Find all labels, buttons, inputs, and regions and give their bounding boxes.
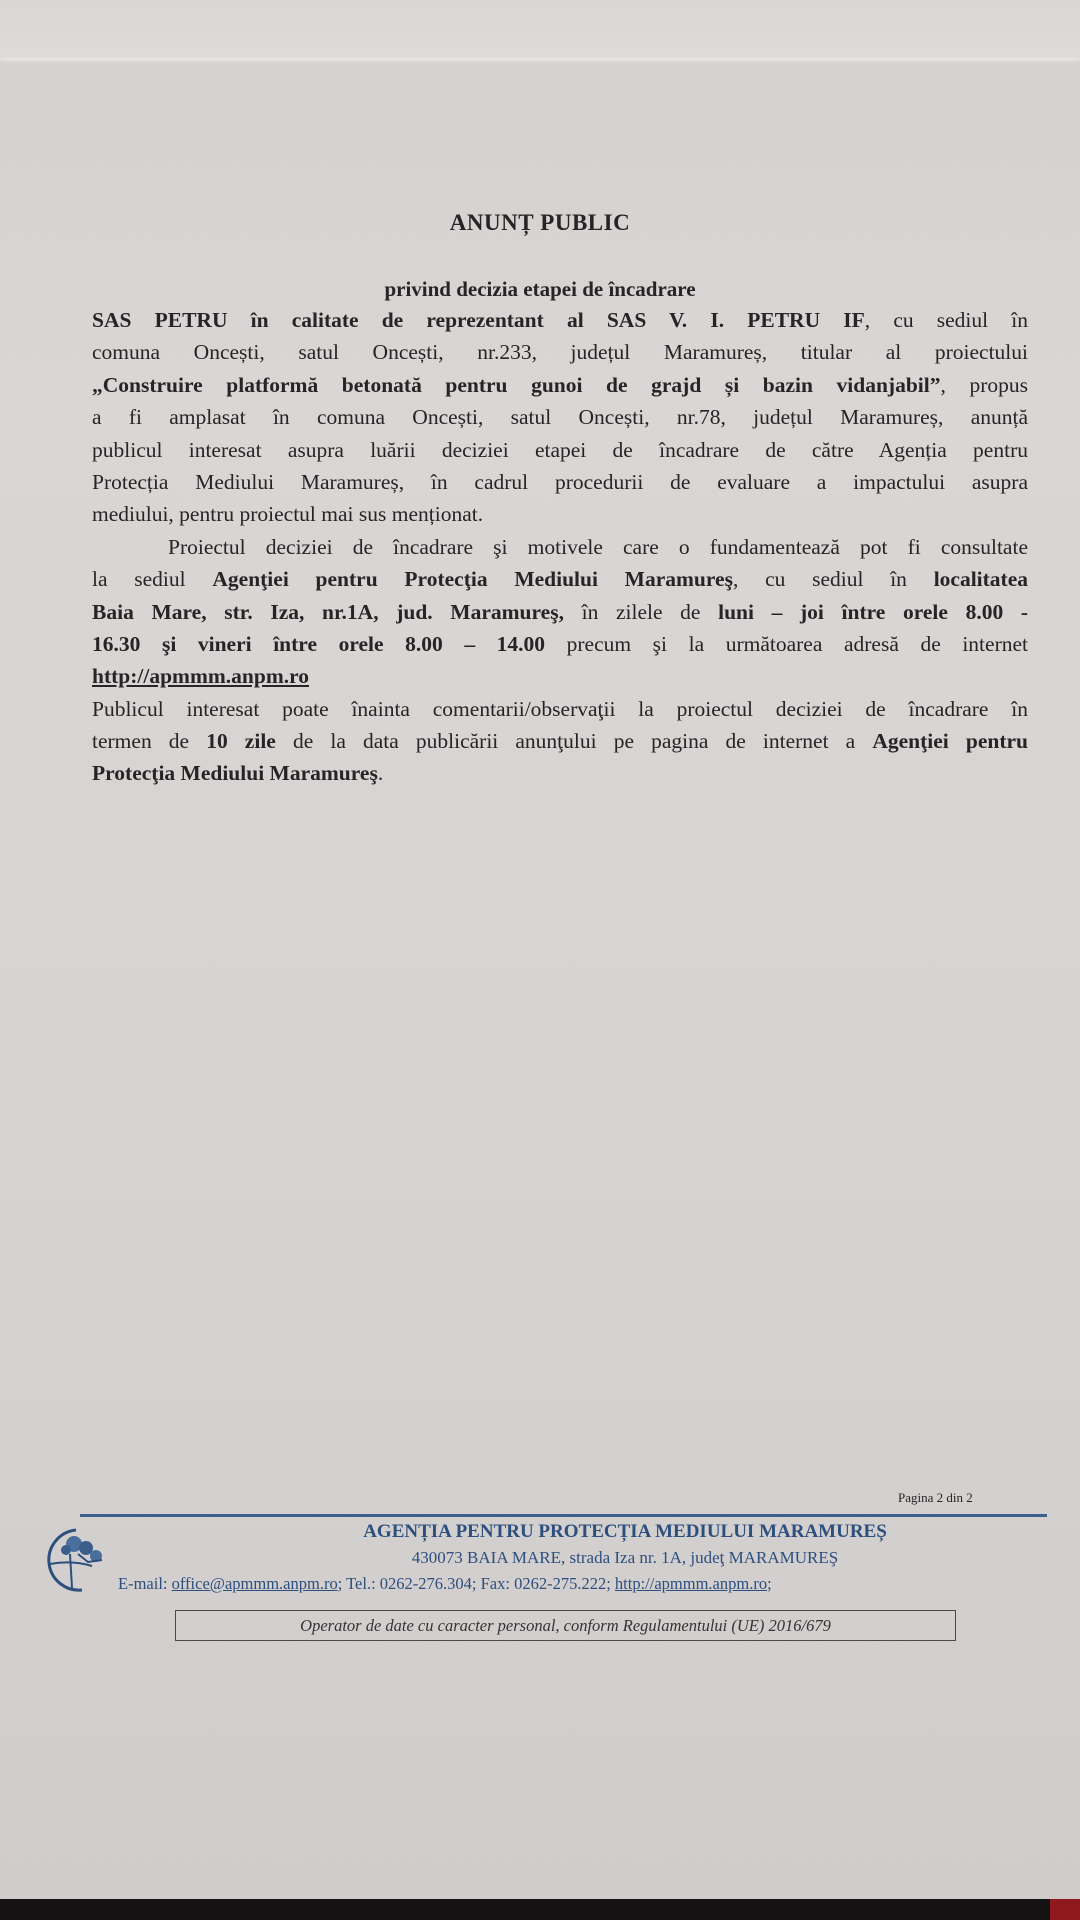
website-link[interactable]: http://apmmm.anpm.ro — [92, 664, 310, 689]
footer-divider — [80, 1514, 1047, 1517]
text-segment: Proiectul deciziei de încadrare şi motivele care o fundamentează pot fi consultate — [168, 534, 1028, 559]
paragraph-1-line — [92, 466, 1028, 498]
text-segment: . — [377, 761, 384, 786]
text-segment: Baia Mare, str. Iza, nr.1A, jud. Maramureş, — [92, 599, 564, 624]
paragraph-2-line — [92, 531, 1028, 563]
text-segment: termen de — [92, 729, 207, 754]
document-body — [92, 304, 1028, 790]
red-object — [1050, 1899, 1080, 1920]
text-segment: publicul interesat asupra luării deciziei etapei de încadrare de către Agenția pentru — [92, 437, 1028, 462]
paragraph-3-line — [92, 725, 1028, 757]
text-segment: luni – joi între orele 8.00 - — [718, 599, 1029, 624]
agency-contact — [118, 1574, 1008, 1594]
text-segment: Agenţiei pentru Protecţia Mediului Maramureş — [212, 567, 733, 592]
text-segment: în zilele de — [563, 599, 719, 624]
paragraph-3-line — [92, 693, 1028, 725]
text-segment: Publicul interesat poate înainta comentarii/observaţii la proiectul deciziei de încadrare în — [92, 696, 1028, 721]
paragraph-2-line — [92, 563, 1028, 595]
paragraph-1-line — [92, 369, 1028, 401]
text-segment: Protecția Mediului Maramureș, în cadrul procedurii de evaluare a impactului asupra — [92, 469, 1028, 494]
text-segment: , cu sediul în — [732, 567, 934, 592]
paragraph-1-line — [92, 434, 1028, 466]
website-link[interactable]: http://apmmm.anpm.ro — [614, 1574, 768, 1593]
agency-name: AGENȚIA PENTRU PROTECȚIA MEDIULUI MARAMUREȘ — [363, 1521, 887, 1542]
text-segment: , cu sediul în — [864, 308, 1029, 332]
paragraph-2-line — [92, 660, 1028, 692]
agency-address: 430073 BAIA MARE, strada Iza nr. 1A, judeţ MARAMUREŞ — [411, 1548, 839, 1567]
text-segment: comuna Oncești, satul Oncești, nr.233, județul Maramureș, titular al proiectului — [92, 340, 1028, 365]
text-segment: localitatea — [933, 567, 1029, 592]
text-segment: „Construire platformă betonată pentru gunoi de grajd și bazin vidanjabil” — [92, 372, 941, 397]
desk-surface — [0, 1899, 1080, 1920]
text-segment: a fi amplasat în comuna Oncești, satul Oncești, nr.78, județul Maramureș, anunță — [92, 405, 1028, 430]
paragraph-2-line — [92, 596, 1028, 628]
text-segment: , propus — [940, 372, 1028, 397]
text-segment: mediului, pentru proiectul mai sus menționat. — [92, 502, 484, 527]
paragraph-1-line — [92, 498, 1028, 530]
text-segment: 16.30 şi vineri între orele 8.00 – 14.00 — [92, 631, 546, 656]
text-segment: la sediul — [92, 567, 213, 592]
page-number: Pagina 2 din 2 — [898, 1490, 973, 1505]
email-label: E-mail: — [118, 1574, 172, 1593]
paragraph-3-line — [92, 757, 1028, 789]
document-subtitle: privind decizia etapei de încadrare — [384, 277, 696, 301]
contact-suffix: ; — [767, 1574, 772, 1593]
phone-fax: ; Tel.: 0262-276.304; Fax: 0262-275.222; — [337, 1574, 615, 1593]
text-segment: SAS PETRU în calitate de reprezentant al SAS V. I. PETRU IF — [92, 308, 865, 332]
text-segment: de la data publicării anunţului pe pagina de internet a — [275, 729, 873, 754]
paragraph-1-line — [92, 401, 1028, 433]
text-segment: 10 zile — [206, 729, 276, 754]
text-segment: Protecţia Mediului Maramureş — [92, 761, 378, 786]
previous-page-edge — [0, 0, 1080, 59]
text-segment: precum şi la următoarea adresă de internet — [545, 631, 1028, 656]
paragraph-1-line — [92, 304, 1028, 336]
text-segment: Agenţiei pentru — [872, 729, 1028, 754]
gdpr-notice: Operator de date cu caracter personal, conform Regulamentului (UE) 2016/679 — [175, 1610, 956, 1641]
paragraph-1-line — [92, 336, 1028, 368]
email-link[interactable]: office@apmmm.anpm.ro — [171, 1574, 338, 1593]
paragraph-2-line — [92, 628, 1028, 660]
document-title: ANUNȚ PUBLIC — [449, 210, 631, 235]
